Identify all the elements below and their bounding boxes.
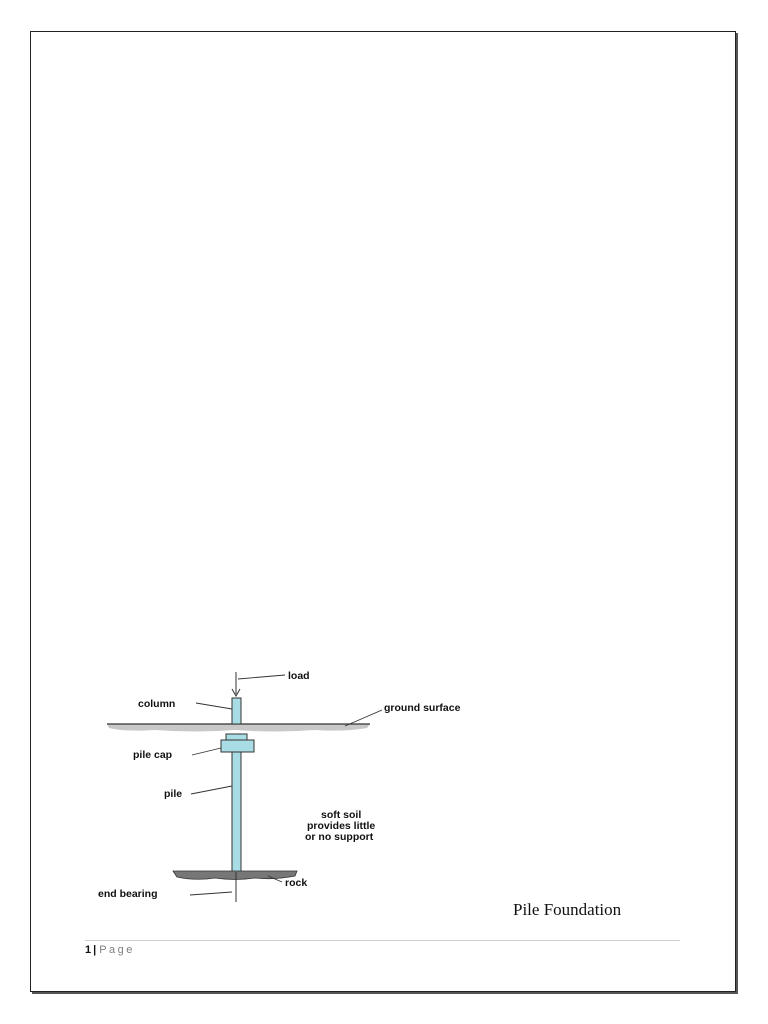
column-leader [196, 703, 232, 709]
pile-cap-upper [226, 734, 247, 740]
label-pile: pile [164, 788, 183, 800]
pile-leader [191, 786, 232, 794]
pile-cap-leader [192, 748, 221, 755]
end-bearing-leader [190, 892, 232, 895]
label-soft-soil-1: soft soil [321, 809, 362, 821]
label-column: column [138, 698, 176, 710]
label-rock: rock [285, 877, 308, 889]
ground-surface-shape [107, 724, 370, 732]
figure-caption: Pile Foundation [513, 900, 622, 919]
load-leader [238, 675, 285, 679]
column-shape [232, 698, 241, 724]
label-end-bearing: end bearing [98, 888, 158, 900]
pile-shape [232, 752, 241, 872]
label-soft-soil-2: provides little [307, 820, 376, 832]
pile-cap-lower [221, 740, 254, 752]
page-word: Page [99, 944, 135, 956]
pile-foundation-diagram [95, 660, 505, 910]
rock-shape [173, 871, 297, 880]
label-load: load [288, 670, 310, 682]
footer-divider [85, 940, 680, 941]
label-soft-soil-3: or no support [305, 831, 374, 843]
label-ground-surface: ground surface [384, 702, 461, 714]
label-pile-cap: pile cap [133, 749, 173, 761]
page-number: 1 [85, 944, 92, 956]
page-footer [85, 944, 135, 956]
footer-separator: | [93, 944, 97, 956]
